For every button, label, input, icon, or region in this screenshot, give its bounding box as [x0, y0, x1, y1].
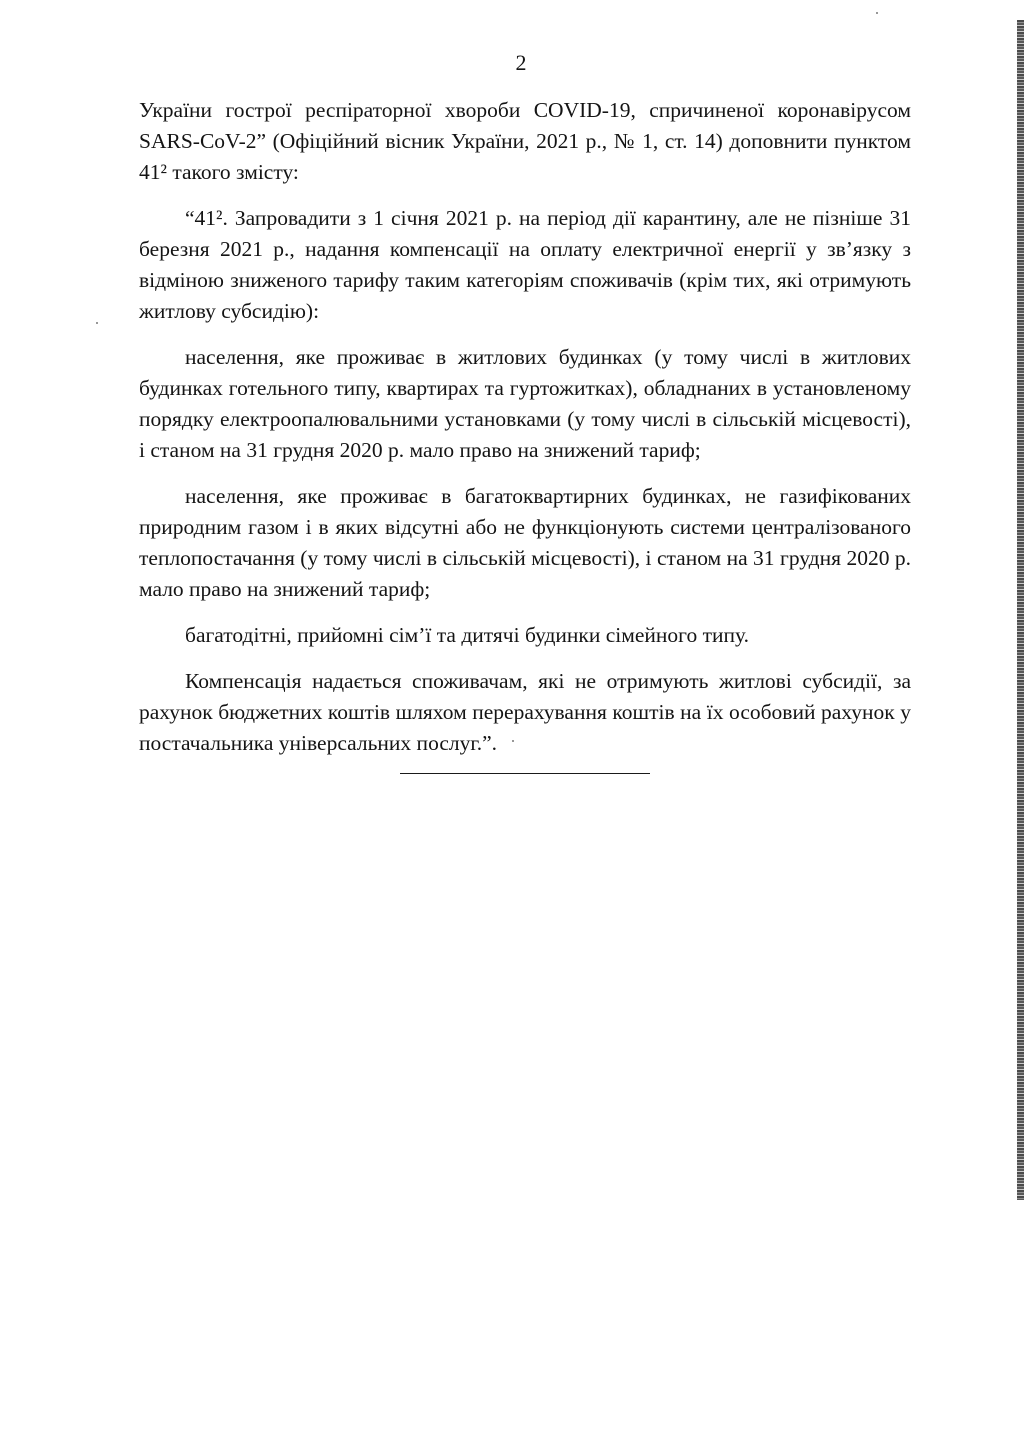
scan-edge-artifact	[1017, 20, 1024, 1200]
page-number: 2	[515, 50, 527, 75]
paragraph-category-families: багатодітні, прийомні сім’ї та дитячі будинки сімейного типу.	[185, 623, 749, 647]
paragraph-category-apartment: населення, яке проживає в багатоквартирних будинках, не газифікованих природним газом і в яких відсутні або не функціонують системи централізованого теплопостачання (у тому числі в сільській місцевості), і станом на 31 грудня 2020 р. мало право на знижений тариф;	[139, 484, 911, 601]
paragraph-compensation: Компенсація надається споживачам, які не отримують житлові субсидії, за рахунок бюджетних коштів шляхом перерахування коштів на їх особовий рахунок у постачальника універсальних послуг.”.	[139, 669, 911, 755]
scan-speck	[512, 740, 514, 742]
paragraph-point-41-2: “41². Запровадити з 1 січня 2021 р. на період дії карантину, але не пізніше 31 березня 2021 р., надання компенсації на оплату електричної енергії у зв’язку з відміною зниженого тарифу таким категоріям споживачів (крім тих, які отримують житлову субсидію):	[139, 206, 911, 323]
paragraph-category-residential: населення, яке проживає в житлових будинках (у тому числі в житлових будинках готельного типу, квартирах та гуртожитках), обладнаних в установленому порядку електроопалювальними установками (у тому числі в сільській місцевості), і станом на 31 грудня 2020 р. мало право на знижений тариф;	[139, 345, 911, 462]
scan-speck	[96, 322, 98, 324]
scan-speck	[876, 12, 878, 14]
end-of-text-rule	[400, 773, 650, 774]
document-body	[139, 95, 911, 774]
paragraph-continuation: України гострої респіраторної хвороби COVID-19, спричиненої коронавірусом SARS-CoV-2” (Офіційний вісник України, 2021 р., № 1, ст. 14) доповнити пунктом 41² такого змісту:	[139, 98, 911, 184]
